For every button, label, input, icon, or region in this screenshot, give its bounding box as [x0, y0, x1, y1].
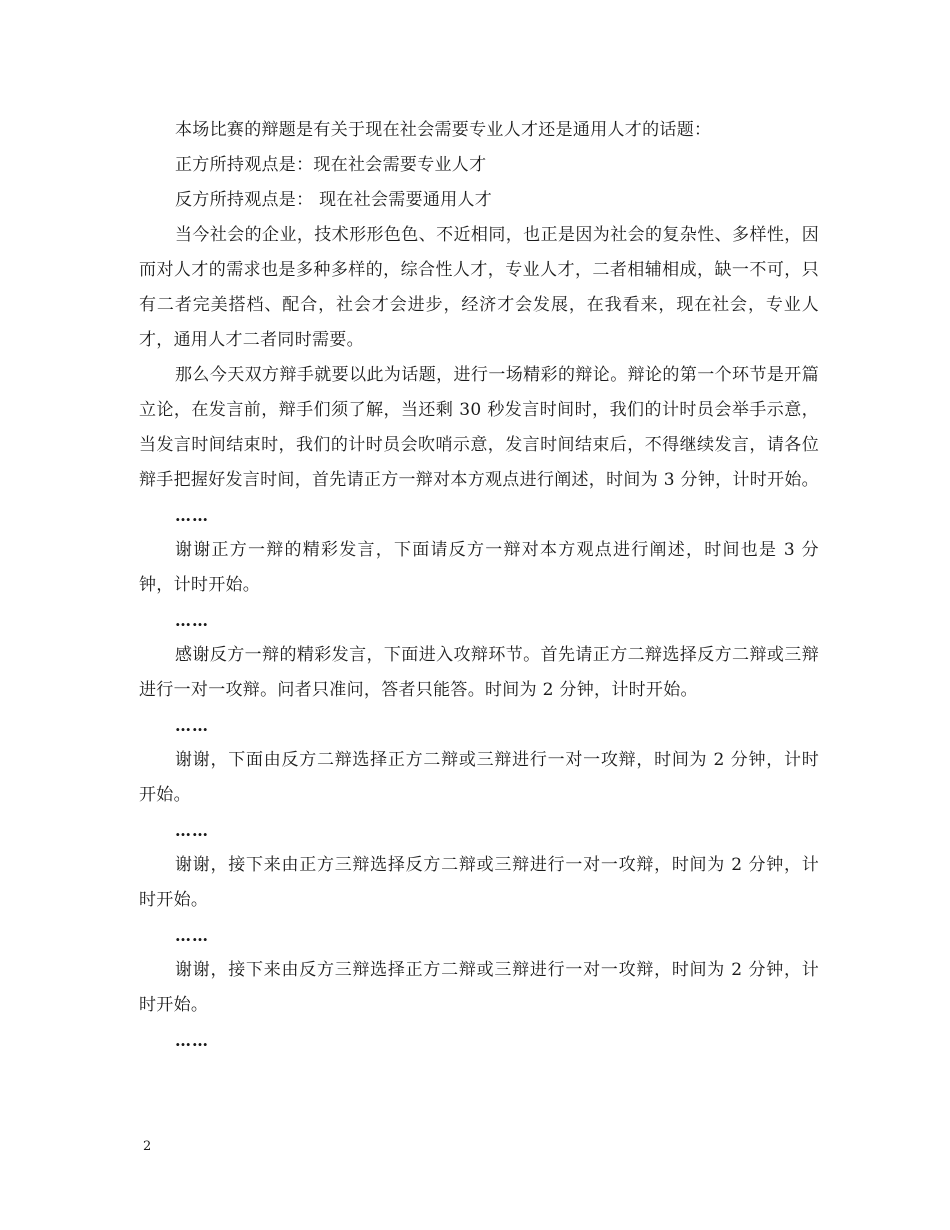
ellipsis-marker: …… — [175, 611, 209, 630]
page-number: 2 — [143, 1139, 152, 1154]
ellipsis-marker: …… — [175, 506, 209, 525]
host-opinion-paragraph: 当今社会的企业，技术形形色色、不近相同，也正是因为社会的复杂性、多样性，因而对人才的需求也是多种多样的，综合性人才，专业人才，二者相辅相成，缺一不可，只有二者完美搭档、配合，社会才会进步，经济才会发展，在我看来，现在社会，专业人才，通用人才二者同时需要。 — [139, 225, 819, 350]
ellipsis-marker: …… — [175, 716, 209, 735]
negative-third-cross-exam: 谢谢，接下来由反方三辩选择正方二辩或三辩进行一对一攻辩，时间为 2 分钟，计时开始。 — [139, 960, 819, 1015]
ellipsis-marker: …… — [175, 1031, 209, 1050]
opening-statement-rules: 那么今天双方辩手就要以此为话题，进行一场精彩的辩论。辩论的第一个环节是开篇立论，在发言前，辩手们须了解，当还剩 30 秒发言时间时，我们的计时员会举手示意，当发言时间结束时，我们的计时员会吹哨示意，发言时间结束后，不得继续发言，请各位辩手把握好发言时间，首先请正方一辩对本方观点进行阐述，时间为 3 分钟，计时开始。 — [139, 365, 819, 490]
negative-second-cross-exam: 谢谢，下面由反方二辩选择正方二辩或三辩进行一对一攻辩，时间为 2 分钟，计时开始。 — [139, 750, 819, 805]
negative-first-speaker-intro: 谢谢正方一辩的精彩发言，下面请反方一辩对本方观点进行阐述，时间也是 3 分钟，计时开始。 — [139, 540, 819, 595]
debate-topic-intro: 本场比赛的辩题是有关于现在社会需要专业人才还是通用人才的话题： — [175, 120, 712, 140]
negative-position: 反方所持观点是： 现在社会需要通用人才 — [175, 190, 493, 210]
document-body — [139, 113, 819, 1058]
affirmative-third-cross-exam: 谢谢，接下来由正方三辩选择反方二辩或三辩进行一对一攻辩，时间为 2 分钟，计时开始。 — [139, 855, 819, 910]
ellipsis-marker: …… — [175, 926, 209, 945]
cross-examination-intro: 感谢反方一辩的精彩发言，下面进入攻辩环节。首先请正方二辩选择反方二辩或三辩进行一对一攻辩。问者只准问，答者只能答。时间为 2 分钟，计时开始。 — [139, 645, 819, 700]
affirmative-position: 正方所持观点是：现在社会需要专业人才 — [175, 155, 487, 175]
ellipsis-marker: …… — [175, 821, 209, 840]
